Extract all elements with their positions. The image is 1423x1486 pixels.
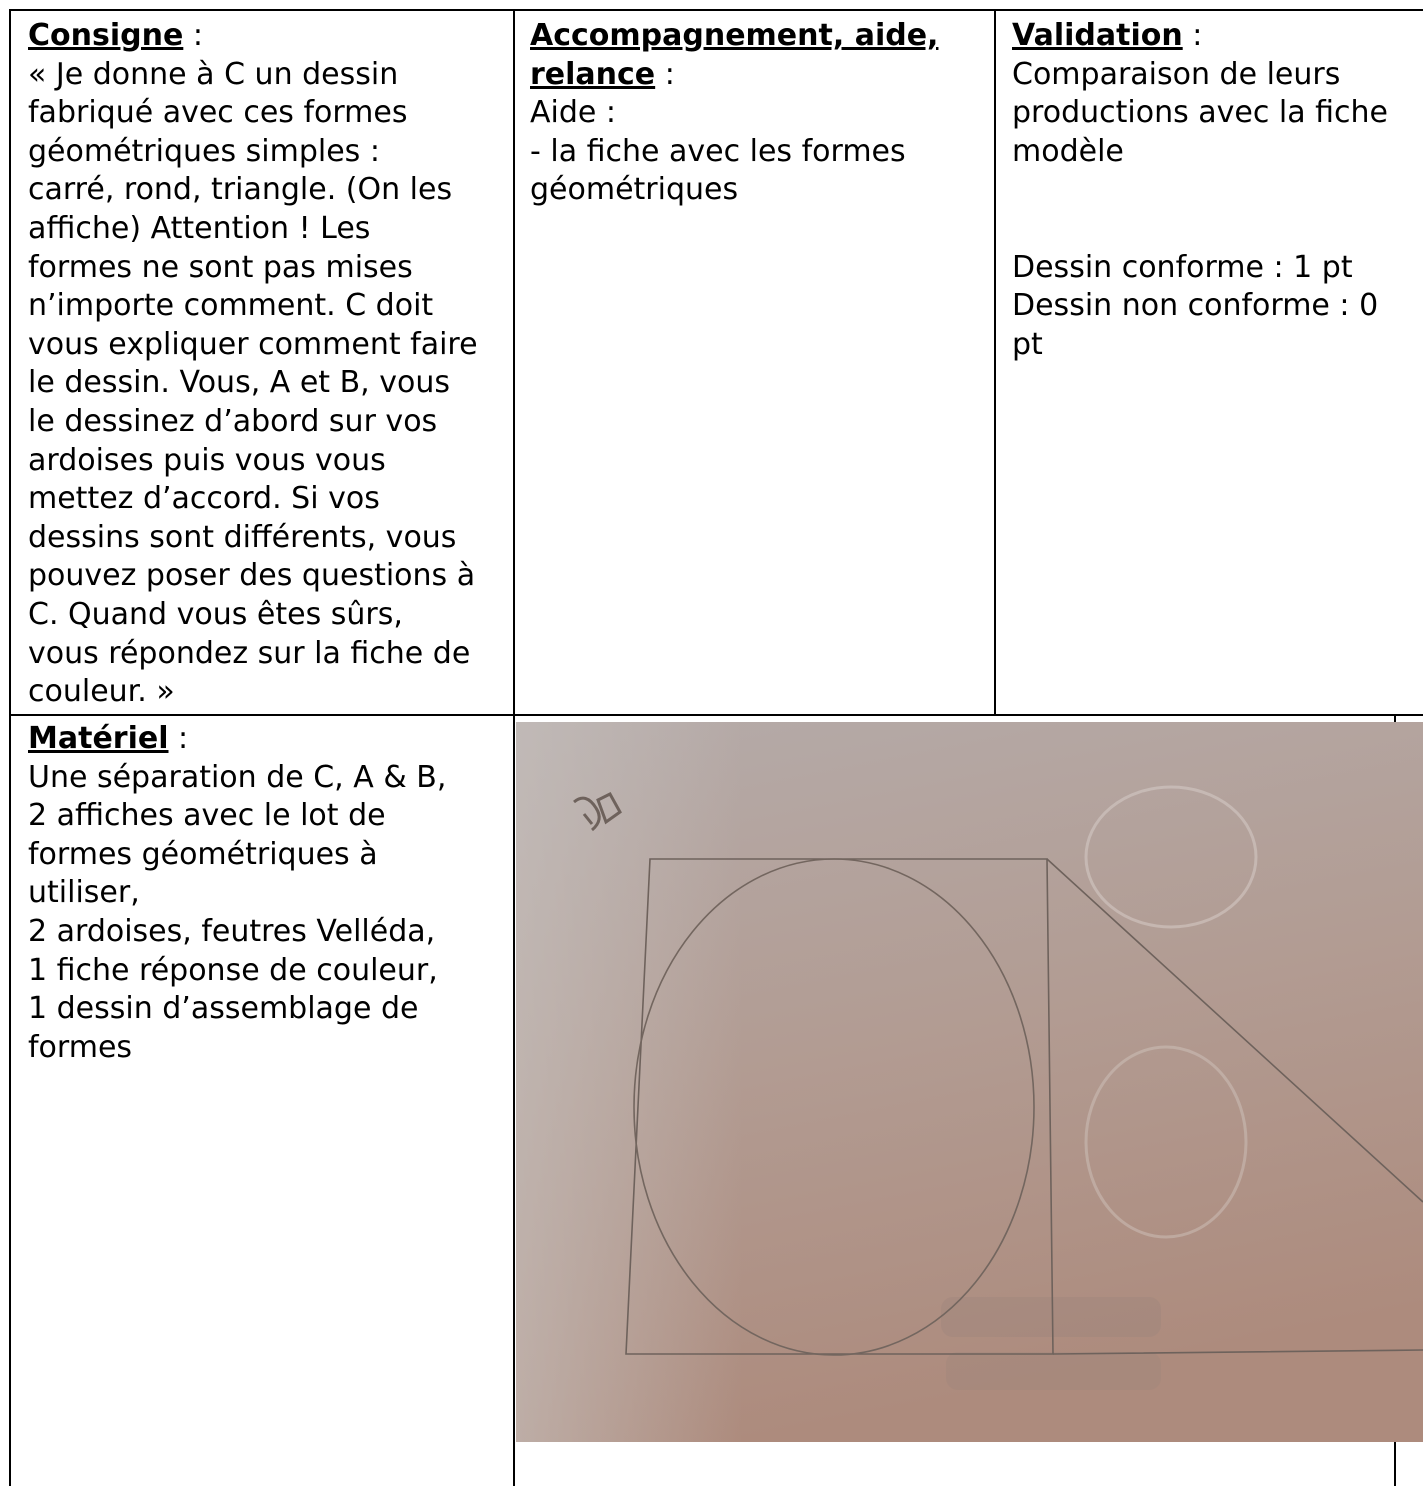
blurred-mark: [941, 1297, 1161, 1337]
materiel-line: 1 fiche réponse de couleur,: [28, 952, 438, 988]
validation-line: Dessin conforme : 1 pt: [1012, 249, 1353, 285]
materiel-heading-colon: :: [168, 721, 189, 756]
consigne-line: carré, rond, triangle. (On les: [28, 172, 453, 208]
validation-line: modèle: [1012, 133, 1124, 169]
validation-line: Dessin non conforme : 0: [1012, 288, 1379, 324]
consigne-line: le dessinez d’abord sur vos: [28, 403, 438, 439]
consigne-line: mettez d’accord. Si vos: [28, 481, 380, 517]
materiel-heading: Matériel: [28, 721, 169, 756]
materiel-title-line: [28, 720, 510, 759]
model-drawing-photo-svg: [516, 722, 1423, 1442]
validation-spacer: [1012, 171, 1423, 210]
validation-heading-colon: :: [1182, 18, 1203, 53]
materiel-line: 2 ardoises, feutres Velléda,: [28, 913, 436, 949]
consigne-line: le dessin. Vous, A et B, vous: [28, 365, 450, 401]
consigne-heading: Consigne: [28, 18, 184, 53]
materiel-line: 2 affiches avec le lot de: [28, 798, 386, 834]
column-divider-1: [513, 9, 515, 1486]
consigne-line: vous expliquer comment faire: [28, 326, 478, 362]
validation-spacer: [1012, 210, 1423, 249]
consigne-line: vous répondez sur la fiche de: [28, 635, 471, 671]
consigne-line: C. Quand vous êtes sûrs,: [28, 596, 403, 632]
accompagnement-heading-colon: :: [655, 56, 675, 92]
accompagnement-heading: Accompagnement, aide,: [530, 18, 939, 53]
accompagnement-line: géométriques: [530, 172, 739, 208]
accompagnement-line: Aide :: [530, 95, 617, 131]
consigne-line: ardoises puis vous vous: [28, 442, 386, 478]
materiel-line: Une séparation de C, A & B,: [28, 759, 447, 795]
row-divider: [9, 714, 1423, 716]
validation-cell: [1012, 17, 1423, 364]
accompagnement-title-line: [530, 17, 992, 56]
consigne-line: formes ne sont pas mises: [28, 249, 413, 285]
accompagnement-cell: [530, 17, 992, 210]
consigne-line: dessins sont différents, vous: [28, 519, 457, 555]
consigne-line: pouvez poser des questions à: [28, 558, 476, 594]
validation-line: pt: [1012, 326, 1043, 362]
accompagnement-heading-2: relance: [530, 56, 656, 92]
consigne-heading-colon: :: [183, 18, 203, 53]
consigne-cell: [28, 17, 510, 712]
materiel-line: utiliser,: [28, 875, 140, 911]
accompagnement-line: - la fiche avec les formes: [530, 133, 906, 169]
consigne-line: « Je donne à C un dessin: [28, 56, 399, 92]
column-divider-2: [994, 9, 996, 715]
materiel-line: formes: [28, 1029, 133, 1065]
consigne-line: couleur. »: [28, 674, 175, 710]
consigne-line: géométriques simples :: [28, 133, 380, 169]
accompagnement-title-line-2: [530, 56, 992, 95]
validation-heading: Validation: [1012, 18, 1183, 53]
table-border-left: [9, 9, 11, 1486]
blurred-mark: [946, 1352, 1161, 1390]
model-drawing-photo: [516, 722, 1423, 1442]
table-border-top: [9, 9, 1423, 11]
consigne-line: n’importe comment. C doit: [28, 288, 434, 324]
consigne-title-line: [28, 17, 510, 56]
consigne-line: fabriqué avec ces formes: [28, 95, 408, 131]
consigne-line: affiche) Attention ! Les: [28, 210, 371, 246]
materiel-line: 1 dessin d’assemblage de: [28, 991, 419, 1027]
validation-line: productions avec la fiche: [1012, 95, 1388, 131]
materiel-cell: [28, 720, 510, 1067]
validation-title-line: [1012, 17, 1423, 56]
validation-line: Comparaison de leurs: [1012, 56, 1341, 92]
materiel-line: formes géométriques à: [28, 836, 378, 872]
